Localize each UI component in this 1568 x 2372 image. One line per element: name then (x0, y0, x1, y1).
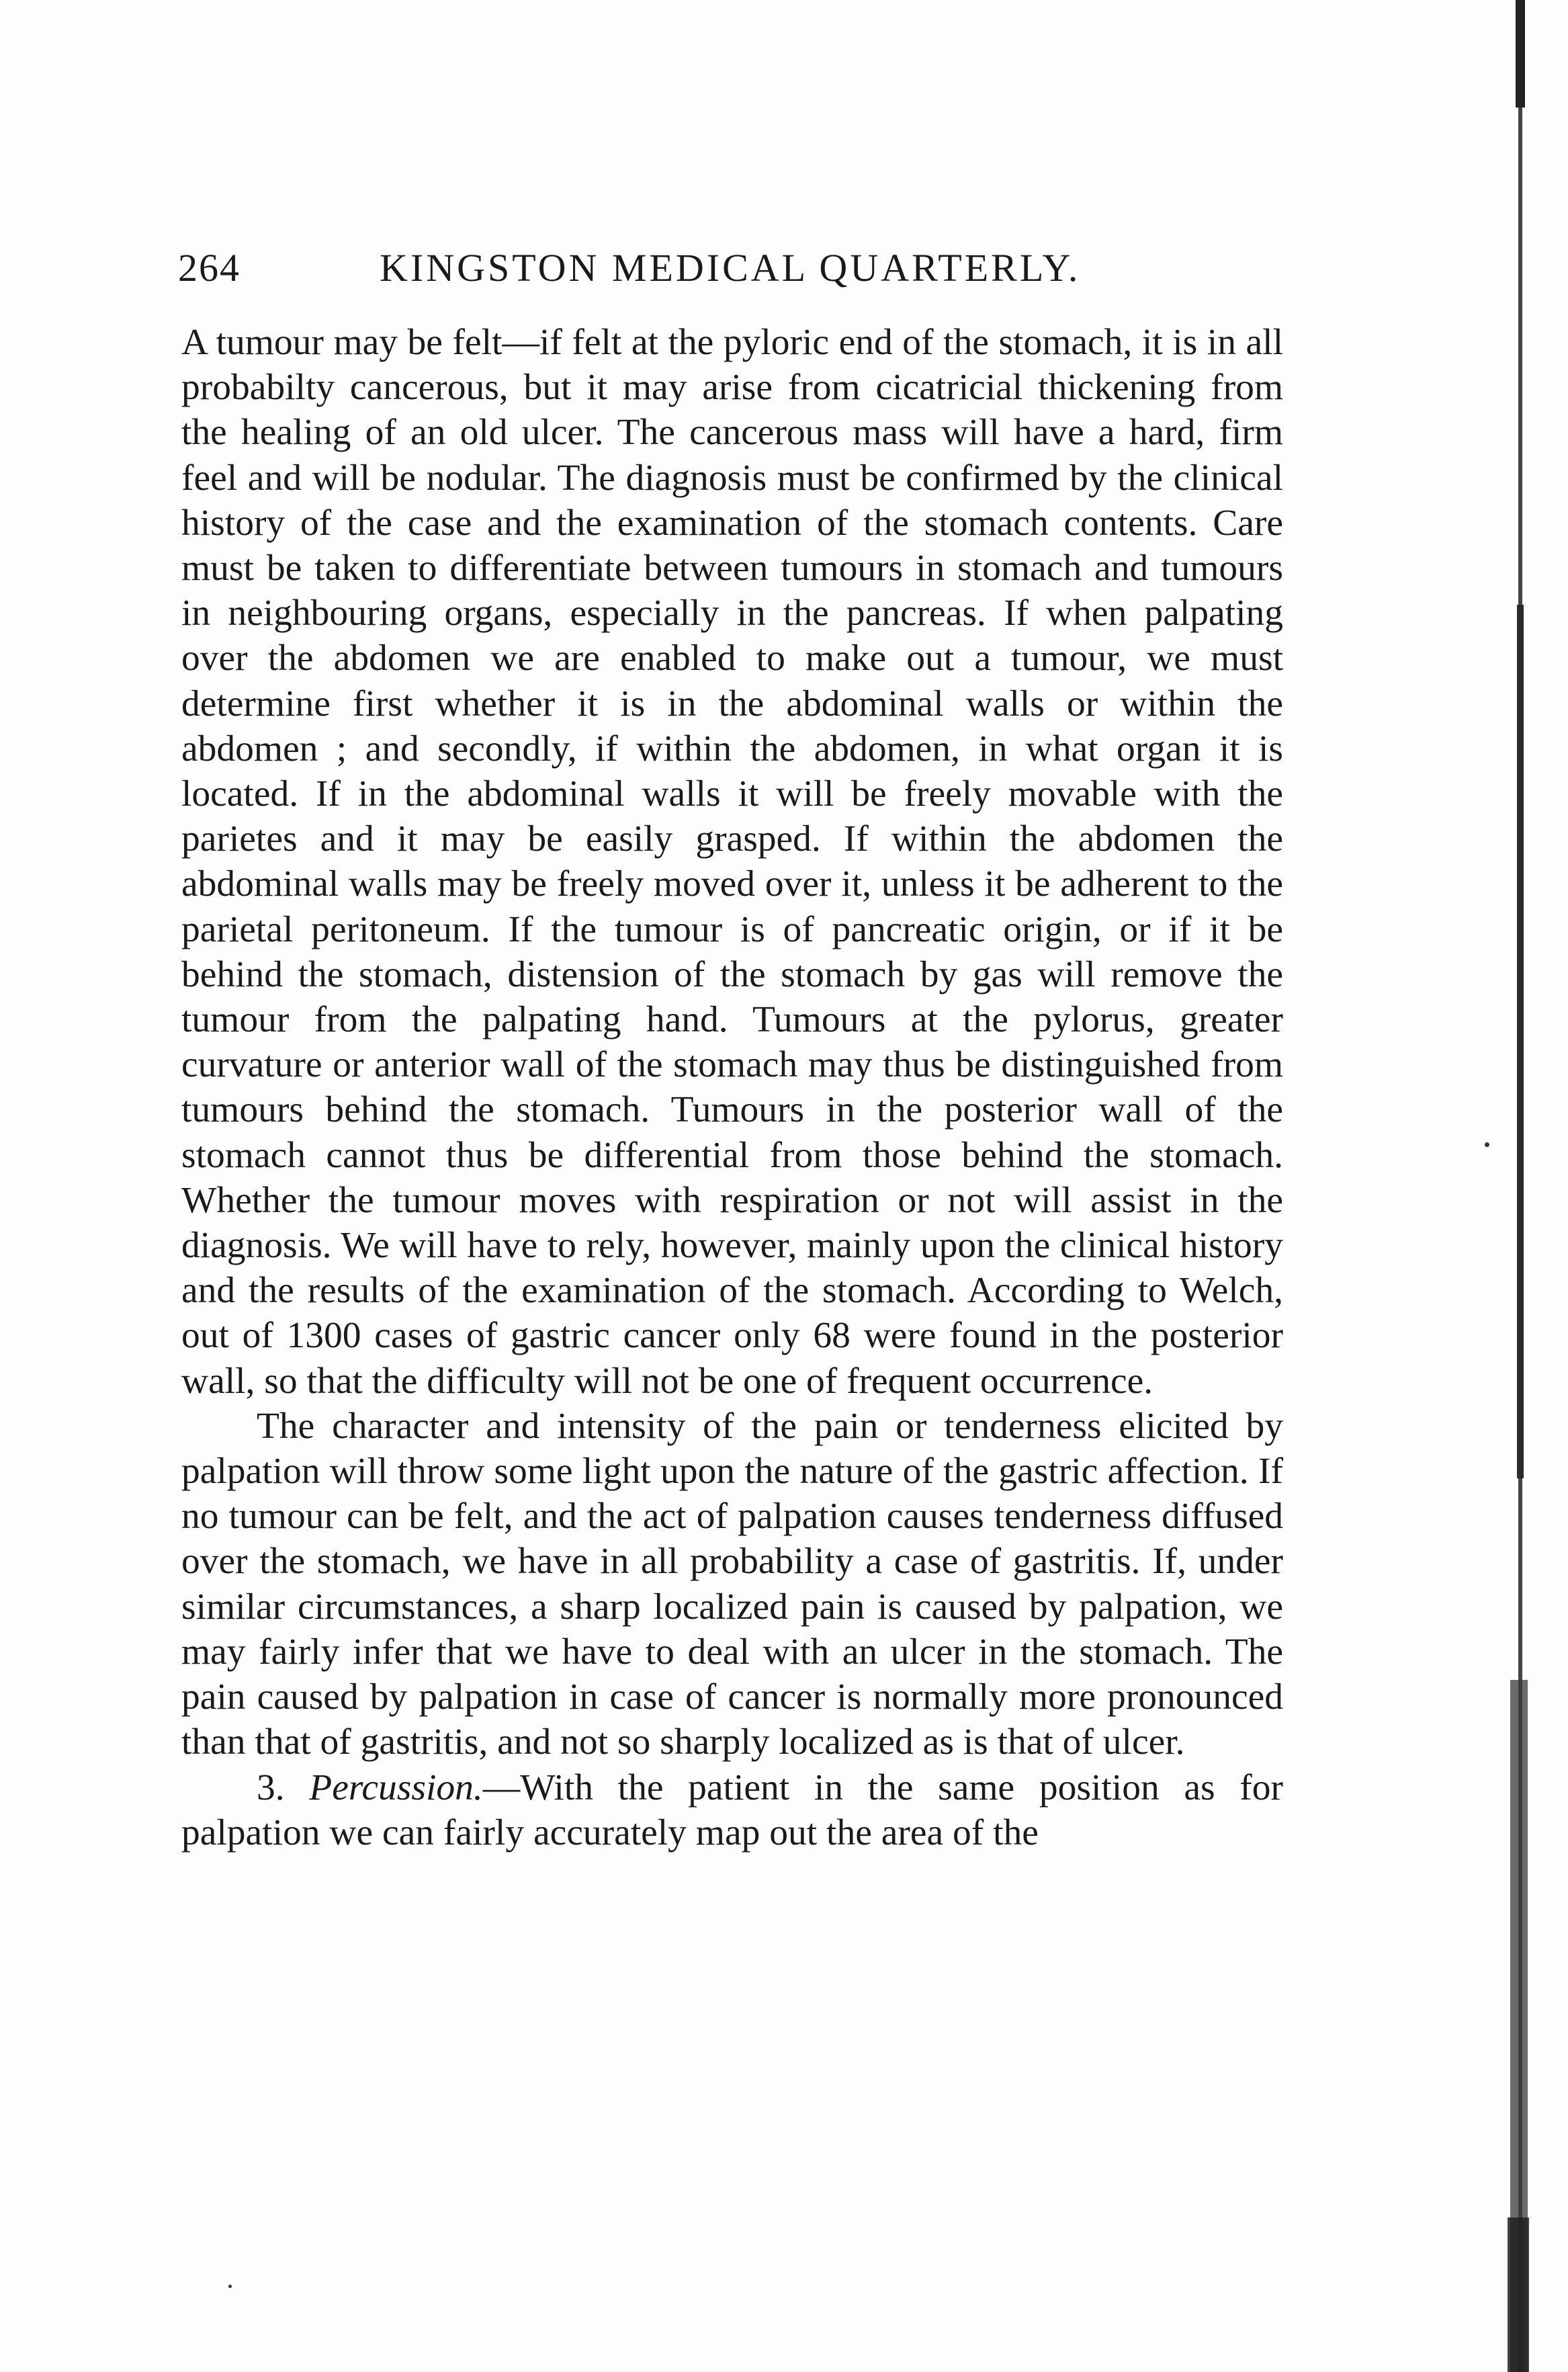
paragraph-tumour-palpation: A tumour may be felt—if felt at the pyloric end of the stomach, it is in all probabilty cancerous, but it may arise from cicatricial thickening from the healing of an old ulcer. The cancerous mass will have a hard, firm feel and will be nodular. The diagnosis must be confirmed by the clinical history of the case and the examination of the stomach contents. Care must be taken to differentiate between tumours in stomach and tumours in neighbouring organs, especially in the pancreas. If when palpating over the abdomen we are enabled to make out a tumour, we must determine first whether it is in the abdominal walls or within the abdomen ; and secondly, if within the abdomen, in what organ it is located. If in the abdominal walls it will be freely movable with the parietes and it may be easily grasped. If within the abdomen the abdominal walls may be freely moved over it, unless it be adherent to the parietal peritoneum. If the tumour is of pancreatic origin, or if it be behind the stomach, distension of the stomach by gas will remove the tumour from the palpating hand. Tumours at the pylorus, greater curvature or anterior wall of the stomach may thus be distinguished from tumours behind the stomach. Tumours in the posterior wall of the stomach cannot thus be differential from those behind the stomach. Whether the tumour moves with respiration or not will assist in the diagnosis. We will have to rely, however, mainly upon the clinical history and the results of the examination of the stomach. According to Welch, out of 1300 cases of gastric cancer only 68 were found in the posterior wall, so that the difficulty will not be one of frequent occurrence. (181, 322, 1283, 1402)
paragraph-percussion-text: —With the patient in the same position as for palpation we can fairly accurately map out the area of the (181, 1767, 1283, 1853)
section-number: 3. (257, 1767, 285, 1808)
binding-edge-top-dark (1516, 0, 1525, 108)
paragraph-pain-tenderness: The character and intensity of the pain or tenderness elicited by palpation will throw some light upon the nature of the gastric affection. If no tumour can be felt, and the act of palpation causes tenderness diffused over the stomach, we have in all probability a case of gastritis. If, under similar circumstances, a sharp localized pain is caused by palpation, we may fairly infer that we have to deal with an ulcer in the stomach. The pain caused by palpation in case of cancer is normally more pronounced than that of gastritis, and not so sharply localized as is that of ulcer. (181, 1405, 1283, 1763)
section-heading-percussion: Percussion. (309, 1767, 483, 1808)
print-speck (1485, 1142, 1489, 1147)
binding-edge-corner-dark (1508, 2217, 1529, 2372)
print-speck (228, 2285, 232, 2288)
binding-edge-mid-dark (1517, 605, 1524, 1478)
binding-edge-graphic (1504, 0, 1530, 2372)
page-number: 264 (178, 246, 241, 290)
scanned-binding-edge (1504, 0, 1530, 2372)
running-header (178, 245, 1186, 299)
journal-title: KINGSTON MEDICAL QUARTERLY. (380, 246, 1081, 290)
body-text (181, 320, 1283, 1855)
paragraph-percussion (181, 1765, 1283, 1855)
